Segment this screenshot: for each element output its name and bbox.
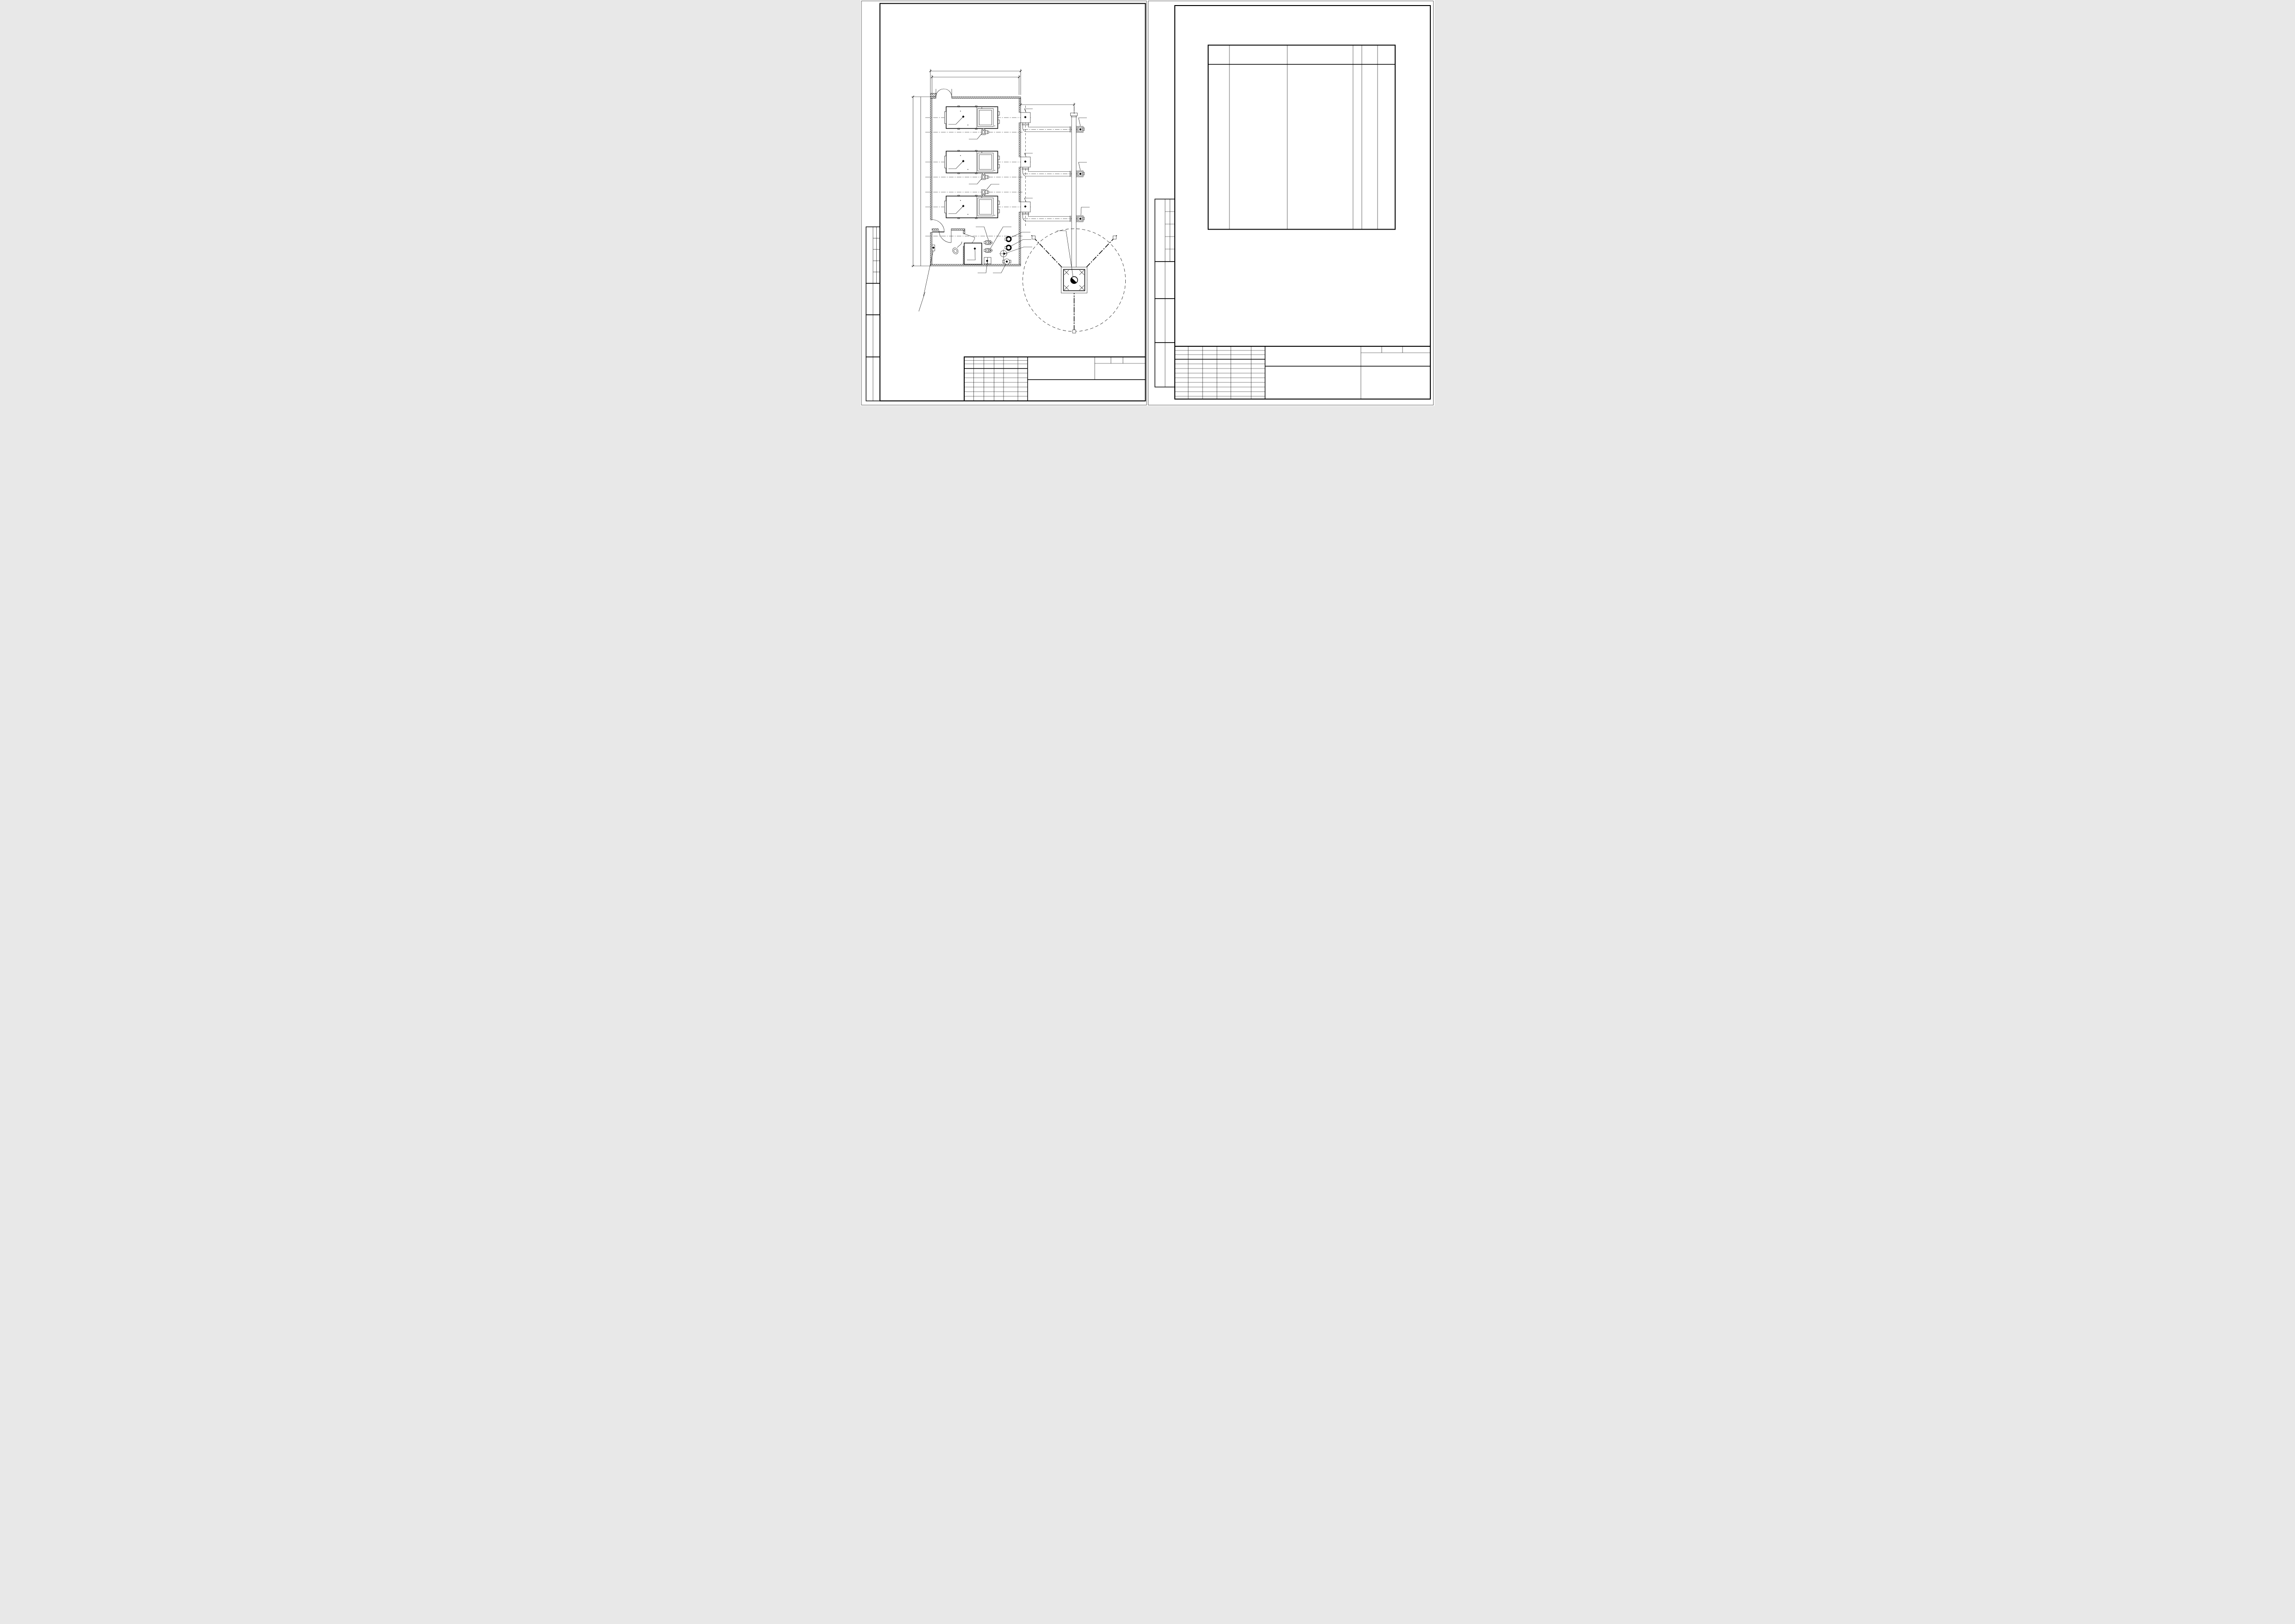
guy-anchor <box>1073 330 1076 333</box>
sheet-spec-a4 <box>1148 0 1434 406</box>
paper-edge <box>861 1 1147 405</box>
guy-anchor <box>1032 236 1035 239</box>
collector-duct <box>1071 113 1078 267</box>
drawing-canvas <box>861 0 1434 406</box>
sheet-plan-a3 <box>861 0 1148 406</box>
control-panel <box>932 245 935 251</box>
water-treatment-k5 <box>984 257 991 264</box>
guy-anchor <box>1113 236 1116 239</box>
paper-edge <box>1148 1 1434 405</box>
tank-k4 <box>964 243 982 264</box>
